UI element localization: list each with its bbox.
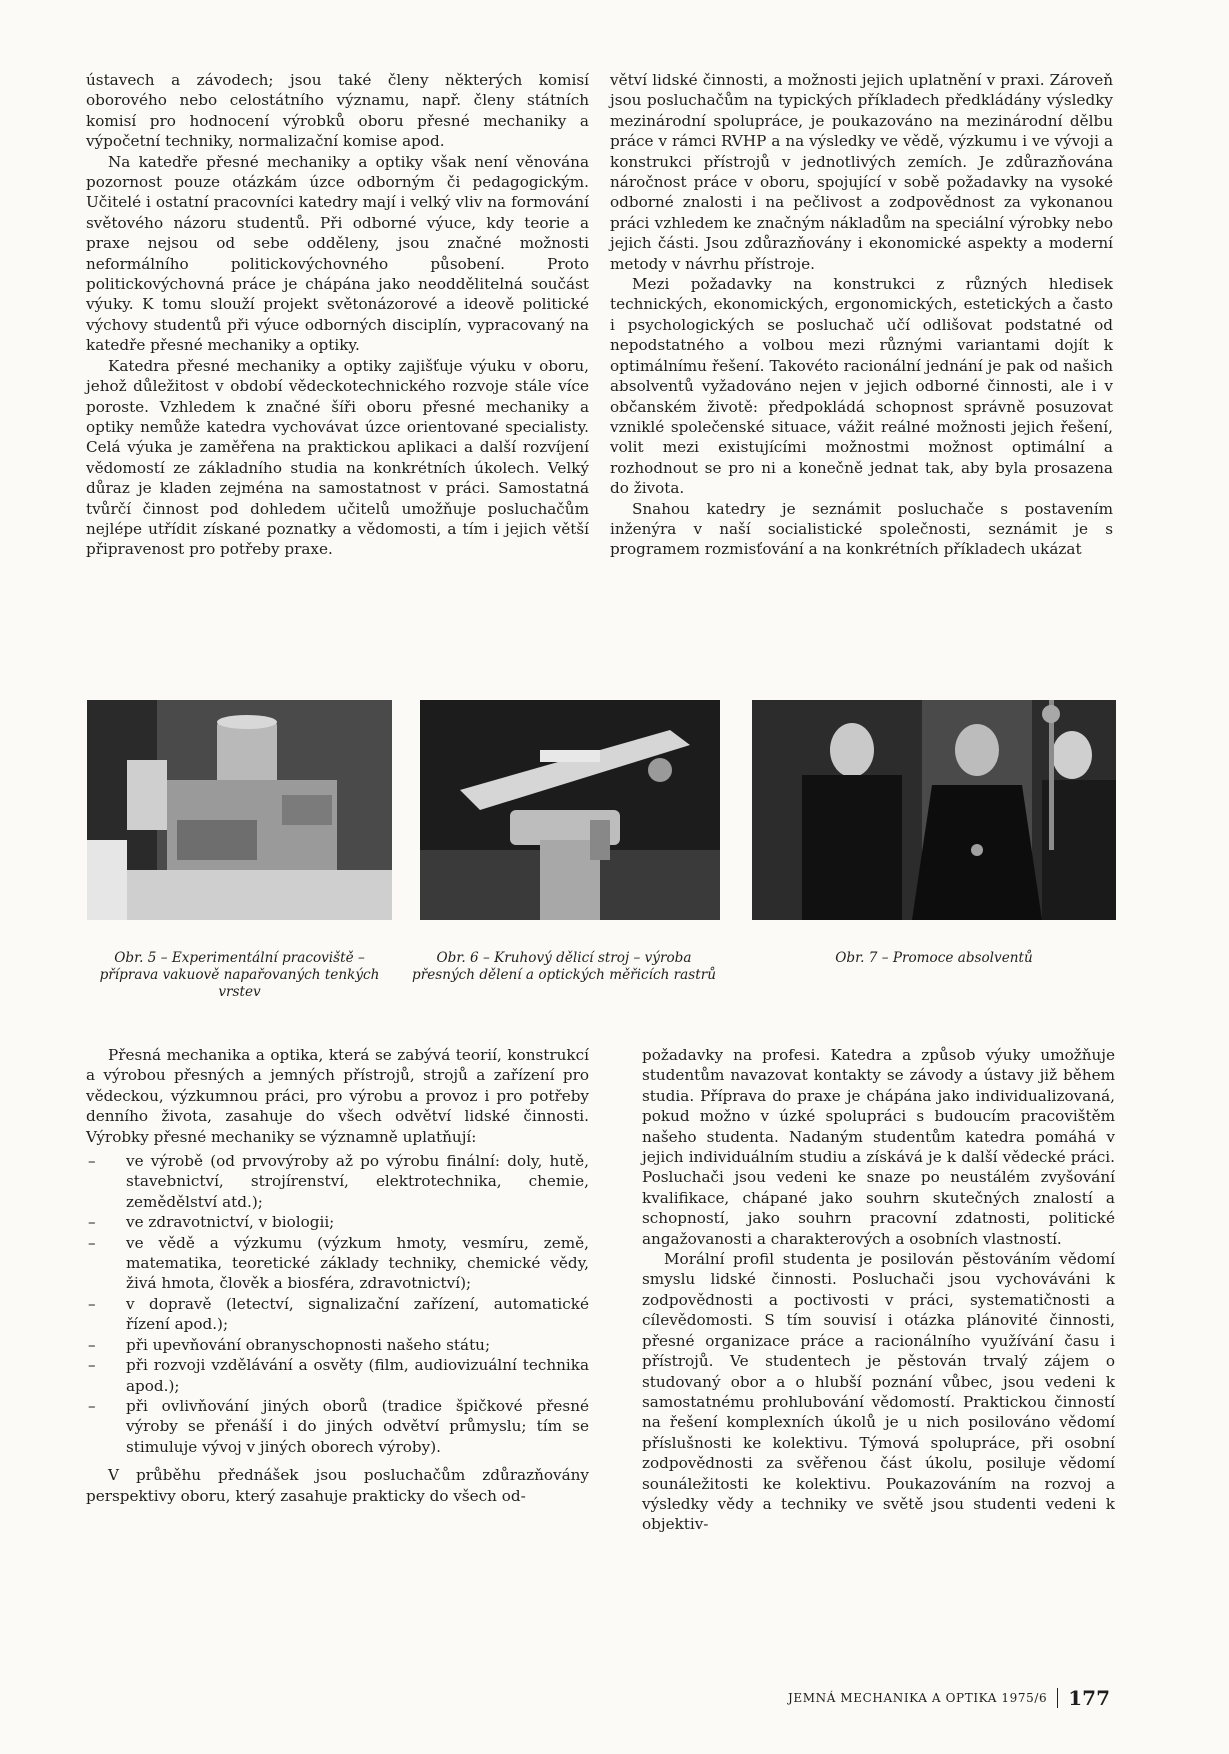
list-item: – ve výrobě (od prvovýroby až po výrobu finální: doly, hutě, stavebnictví, strojírenství, elektrotechnika, chemie, zemědělství atd.); bbox=[86, 1151, 589, 1212]
application-list bbox=[86, 1151, 589, 1457]
figure-7-photo bbox=[752, 700, 1116, 920]
footer-divider bbox=[1057, 1688, 1058, 1708]
paragraph: Přesná mechanika a optika, která se zabývá teorií, konstrukcí a výrobou přesných a jemných přístrojů, strojů a zařízení pro vědeckou, výzkumnou práci, pro výrobu a provoz i pro potřeby denního života, zasahuje do všech odvětví lidské činnosti. Výrobky přesné mechaniky se významně uplatňují: bbox=[86, 1046, 589, 1146]
figure-6-caption: Obr. 6 – Kruhový dělicí stroj – výroba přesných dělení a optických měřicích rastrů bbox=[412, 950, 716, 983]
paragraph: Katedra přesné mechaniky a optiky zajišťuje výuku v oboru, jehož důležitost v období vědeckotechnického rozvoje stále více poroste. Vzhledem k značné šíři oboru přesné mechaniky a optiky nemůže katedra vychovávat úzce orientované specialisty. Celá výuka je zaměřena na praktickou aplikaci a další rozvíjení vědomostí ze základního studia na konkrétních úkolech. Velký důraz je kladen zejména na samostatnost v práci. Samostatná tvůrčí činnost pod dohledem učitelů umožňuje posluchačům nejlépe utřídit získané poznatky a vědomosti, a tím i jejich větší připravenost pro potřeby praxe. bbox=[86, 356, 589, 559]
page-number: 177 bbox=[1068, 1686, 1110, 1710]
page-footer bbox=[788, 1686, 1110, 1710]
journal-name: JEMNÁ MECHANIKA A OPTIKA 1975/6 bbox=[787, 1691, 1048, 1705]
text-column-top-right bbox=[610, 70, 1113, 560]
figure-5-caption: Obr. 5 – Experimentální pracoviště – příprava vakuově napařovaných tenkých vrstev bbox=[99, 950, 380, 1000]
dividing-machine-illustration bbox=[420, 700, 720, 920]
figure-5-photo bbox=[87, 700, 392, 920]
lab-equipment-illustration bbox=[87, 700, 392, 920]
text-column-bottom-right bbox=[642, 1045, 1115, 1535]
paragraph: Snahou katedry je seznámit posluchače s postavením inženýra v naší socialistické společnosti, seznámit je s programem rozmisťování a na konkrétních příkladech ukázat bbox=[610, 499, 1113, 559]
text-column-top-left bbox=[86, 70, 589, 560]
paragraph: Mezi požadavky na konstrukci z různých hledisek technických, ekonomických, ergonomických, estetických a často i psychologických se posluchač učí odlišovat podstatné od nepodstatného a volbou mezi různými variantami dojít k optimálnímu řešení. Takovéto racionální jednání je pak od našich absolventů vyžadováno nejen v jejich odborné činnosti, ale i v občanském životě: předpokládá schopnost správně posuzovat vzniklé společenské situace, vážit reálné možnosti jejich řešení, volit mezi existujícími možnostmi možnost optimální a rozhodnout se pro ni a konečně jednat tak, aby byla prosazena do života. bbox=[610, 275, 1113, 498]
paragraph: Na katedře přesné mechaniky a optiky však není věnována pozornost pouze otázkám úzce odborným či pedagogickým. Učitelé i ostatní pracovníci katedry mají i velký vliv na formování světového názoru studentů. Při odborné výuce, kdy teorie a praxe nejsou od sebe odděleny, jsou značné možnosti neformálního politickovýchovného působení. Proto politickovýchovná práce je chápána jako neoddělitelná součást výuky. K tomu slouží projekt světonázorové a ideově politické výchovy studentů při výuce odborných disciplín, vypracovaný na katedře přesné mechaniky a optiky. bbox=[86, 152, 589, 355]
text-column-bottom-left bbox=[86, 1045, 589, 1506]
list-item: – při rozvoji vzdělávání a osvěty (film, audiovizuální technika apod.); bbox=[86, 1355, 589, 1396]
paragraph: požadavky na profesi. Katedra a způsob výuky umožňuje studentům navazovat kontakty se závody a ústavy již během studia. Příprava do praxe je chápána jako individualizovaná, pokud možno v úzké spolupráci s budoucím pracovištěm našeho studenta. Nadaným studentům katedra pomáhá v jejich individuálním studiu a získává je k další vědecké práci. Posluchači jsou vedeni ke snaze po neustálém zvyšování kvalifikace, chápané jako souhrn skutečných znalostí a schopností, jako souhrn pracovní zdatnosti, politické angažovanosti a charakterových a osobních vlastností. bbox=[642, 1046, 1115, 1248]
paragraph: ústavech a závodech; jsou také členy některých komisí oborového nebo celostátního významu, např. členy státních komisí pro hodnocení výrobků oboru přesné mechaniky a výpočetní techniky, normalizační komise apod. bbox=[86, 71, 589, 151]
paragraph: Morální profil studenta je posilován pěstováním vědomí smyslu lidské činnosti. Posluchači jsou vychováváni k zodpovědnosti a poctivosti v práci, systematičnosti a cílevědomosti. S tím souvisí i otázka plánovité činnosti, přesné organizace práce a racionálního využívání času i přístrojů. Ve studentech je pěstován trvalý zájem o studovaný obor a o hlubší poznání vůbec, jsou vedeni k samostatnému prohlubování vědomostí. Praktickou činností na řešení komplexních úkolů je u nich posilováno vědomí příslušnosti ke kolektivu. Týmová spolupráce, při osobní zodpovědnosti za svěřenou část úkolu, posiluje vědomí sounáležitosti ke kolektivu. Poukazováním na rozvoj a výsledky vědy a techniky ve světě jsou studenti vedeni k objektiv- bbox=[642, 1250, 1115, 1534]
list-item: – ve zdravotnictví, v biologii; bbox=[86, 1212, 589, 1232]
list-item: – ve vědě a výzkumu (výzkum hmoty, vesmíru, země, matematika, teoretické základy techniky, chemické vědy, živá hmota, člověk a biosféra, zdravotnictví); bbox=[86, 1233, 589, 1294]
list-item: – v dopravě (letectví, signalizační zařízení, automatické řízení apod.); bbox=[86, 1294, 589, 1335]
graduation-ceremony-illustration bbox=[752, 700, 1116, 920]
list-item: – při ovlivňování jiných oborů (tradice špičkové přesné výroby se přenáší i do jiných odvětví průmyslu; tím se stimuluje vývoj v jiných oborech výroby). bbox=[86, 1396, 589, 1457]
paragraph: větví lidské činnosti, a možnosti jejich uplatnění v praxi. Zároveň jsou posluchačům na typických příkladech předkládány výsledky mezinárodní spolupráce, je poukazováno na mezinárodní dělbu práce v rámci RVHP a na výsledky ve vědě, výzkumu i ve vývoji a konstrukci přístrojů v jednotlivých zemích. Je zdůrazňována náročnost práce v oboru, spojující v sobě požadavky na vysoké odborné znalosti i na pečlivost a zodpovědnost za vykonanou práci vzhledem ke značným nákladům na speciální výrobky nebo jejich části. Jsou zdůrazňovány i ekonomické aspekty a moderní metody v návrhu přístroje. bbox=[610, 71, 1113, 273]
figure-7-caption: Obr. 7 – Promoce absolventů bbox=[835, 950, 1033, 966]
list-item: – při upevňování obranyschopnosti našeho státu; bbox=[86, 1335, 589, 1355]
figure-6-photo bbox=[420, 700, 720, 920]
paragraph: V průběhu přednášek jsou posluchačům zdůrazňovány perspektivy oboru, který zasahuje prakticky do všech od- bbox=[86, 1466, 589, 1505]
